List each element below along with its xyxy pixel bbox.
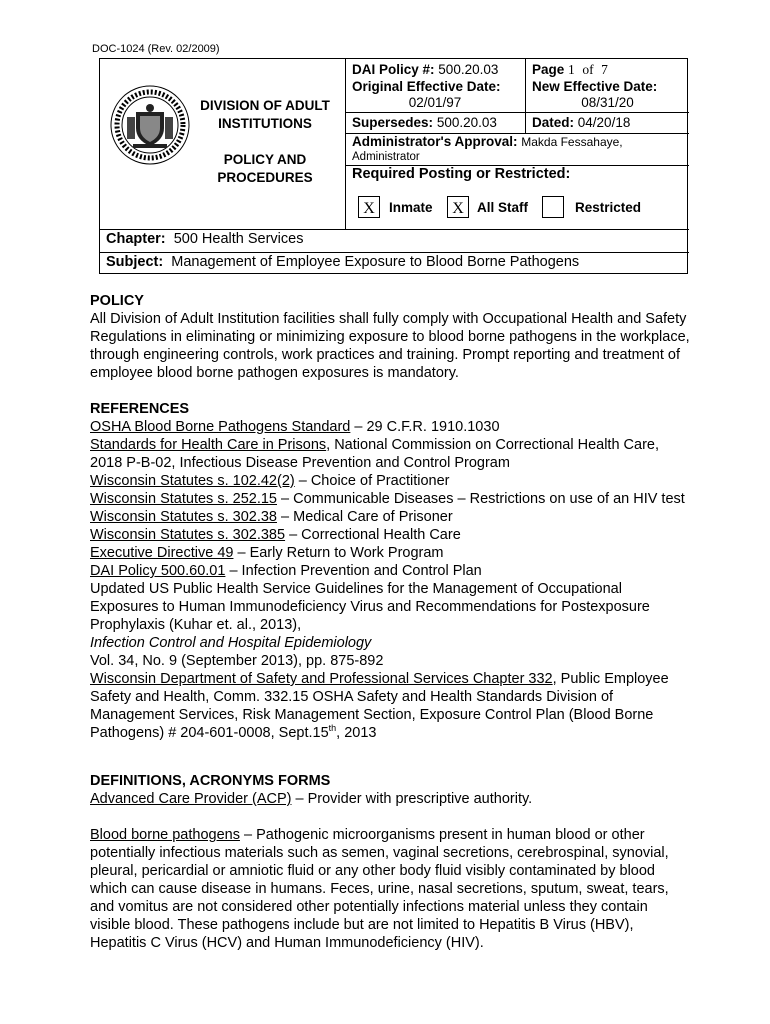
- reference-link[interactable]: Wisconsin Statutes s. 252.15: [90, 491, 277, 507]
- reference-link[interactable]: Executive Directive 49: [90, 545, 234, 561]
- dated: Dated: 04/20/18: [532, 115, 631, 130]
- all-staff-checkbox[interactable]: X: [447, 196, 469, 218]
- new-effective-label: New Effective Date:: [532, 79, 658, 94]
- original-effective-date: 02/01/97: [408, 95, 462, 110]
- required-posting-label: Required Posting or Restricted:: [352, 166, 571, 182]
- document-id: DOC-1024 (Rev. 02/2009): [92, 43, 220, 55]
- definition-term: Blood borne pathogens: [90, 827, 240, 843]
- inmate-label: Inmate: [389, 200, 433, 215]
- definitions-section: [90, 772, 690, 952]
- chapter: Chapter: 500 Health Services: [106, 231, 304, 247]
- policy-procedures-label: POLICY AND PROCEDURES: [217, 152, 313, 185]
- definitions-heading: DEFINITIONS, ACRONYMS FORMS: [90, 773, 331, 789]
- reference-item: OSHA Blood Borne Pathogens Standard – 29 C.F.R. 1910.1030: [90, 419, 500, 435]
- reference-link[interactable]: DAI Policy 500.60.01: [90, 563, 226, 579]
- reference-volume: Vol. 34, No. 9 (September 2013), pp. 875-892: [90, 653, 384, 669]
- division-name: DIVISION OF ADULT INSTITUTIONS: [200, 98, 330, 131]
- reference-link[interactable]: Wisconsin Statutes s. 302.38: [90, 509, 277, 525]
- definition-item: Advanced Care Provider (ACP) – Provider with prescriptive authority.: [90, 791, 533, 807]
- definition-item: Blood borne pathogens – Pathogenic microorganisms present in human blood or other potentially infectious materials such as semen, vaginal secretions, cerebrospinal, synovial, pleural, pericardial or amniotic fluid or any other body fluid visibly contaminated by blood which can cause disease in humans. Feces, urine, nasal secretions, sputum, sweat, tears, and vomitus are not considered other potentially infections material unless they contain visible blood. These pathogens include but are not limited to Hepatitis B Virus (HBV), Hepatitis C Virus (HCV) and Human Immunodeficiency (HIV).: [90, 827, 669, 951]
- policy-text: All Division of Adult Institution facilities shall fully comply with Occupational Health and Safety Regulations in eliminating or minimizing exposure to blood borne pathogens in the workplace, through engineering controls, work practices and training. Prompt reporting and treatment of employee blood borne pathogen exposures is mandatory.: [90, 311, 690, 381]
- page-indicator: Page 1 of 7: [532, 62, 608, 77]
- wisconsin-seal-icon: [109, 84, 191, 166]
- inmate-checkbox[interactable]: X: [358, 196, 380, 218]
- reference-link[interactable]: Wisconsin Statutes s. 102.42(2): [90, 473, 295, 489]
- reference-link[interactable]: Wisconsin Statutes s. 302.385: [90, 527, 286, 543]
- reference-link[interactable]: OSHA Blood Borne Pathogens Standard: [90, 419, 351, 435]
- definition-term: Advanced Care Provider (ACP): [90, 791, 292, 807]
- reference-item: Standards for Health Care in Prisons, National Commission on Correctional Health Care, 2018 P-B-02, Infectious Disease Prevention and Control Program: [90, 437, 659, 471]
- reference-item: Updated US Public Health Service Guidelines for the Management of Occupational Exposures to Human Immunodeficiency Virus and Recommendations for Postexposure Prophylaxis (Kuhar et. al., 2013),: [90, 581, 650, 633]
- reference-link[interactable]: Wisconsin Department of Safety and Professional Services Chapter 332: [90, 671, 553, 687]
- policy-heading: POLICY: [90, 293, 144, 309]
- all-staff-label: All Staff: [477, 200, 529, 215]
- reference-item: Wisconsin Statutes s. 302.385 – Correctional Health Care: [90, 527, 461, 543]
- restricted-label: Restricted: [575, 200, 642, 215]
- reference-item: Wisconsin Statutes s. 102.42(2) – Choice of Practitioner: [90, 473, 450, 489]
- references-heading: REFERENCES: [90, 401, 190, 417]
- new-effective-date: 08/31/20: [581, 95, 634, 110]
- reference-item: Wisconsin Department of Safety and Professional Services Chapter 332, Public Employee Safety and Health, Comm. 332.15 OSHA Safety and Health Standards Division of Management Services, Risk Management Section, Exposure Control Plan (Blood Borne Pathogens) # 204-601-0008, Sept.15th, 2013: [90, 671, 669, 741]
- policy-section: [90, 292, 690, 382]
- policy-number: DAI Policy #: 500.20.03: [352, 62, 499, 77]
- original-effective-label: Original Effective Date:: [352, 79, 501, 94]
- reference-item: Wisconsin Statutes s. 252.15 – Communicable Diseases – Restrictions on use of an HIV test: [90, 491, 685, 507]
- administrator-title: Administrator: [352, 151, 420, 163]
- restricted-checkbox[interactable]: [542, 196, 564, 218]
- reference-item: DAI Policy 500.60.01 – Infection Prevention and Control Plan: [90, 563, 482, 579]
- policy-header-table: [99, 58, 688, 274]
- reference-item: Executive Directive 49 – Early Return to Work Program: [90, 545, 444, 561]
- subject: Subject: Management of Employee Exposure to Blood Borne Pathogens: [106, 254, 580, 270]
- reference-link[interactable]: Standards for Health Care in Prisons: [90, 437, 327, 453]
- references-section: [90, 400, 690, 742]
- reference-item: Wisconsin Statutes s. 302.38 – Medical Care of Prisoner: [90, 509, 453, 525]
- administrator-approval: Administrator's Approval: Makda Fessahaye,: [352, 134, 623, 149]
- supersedes: Supersedes: 500.20.03: [352, 115, 497, 130]
- reference-journal: Infection Control and Hospital Epidemiology: [90, 635, 372, 651]
